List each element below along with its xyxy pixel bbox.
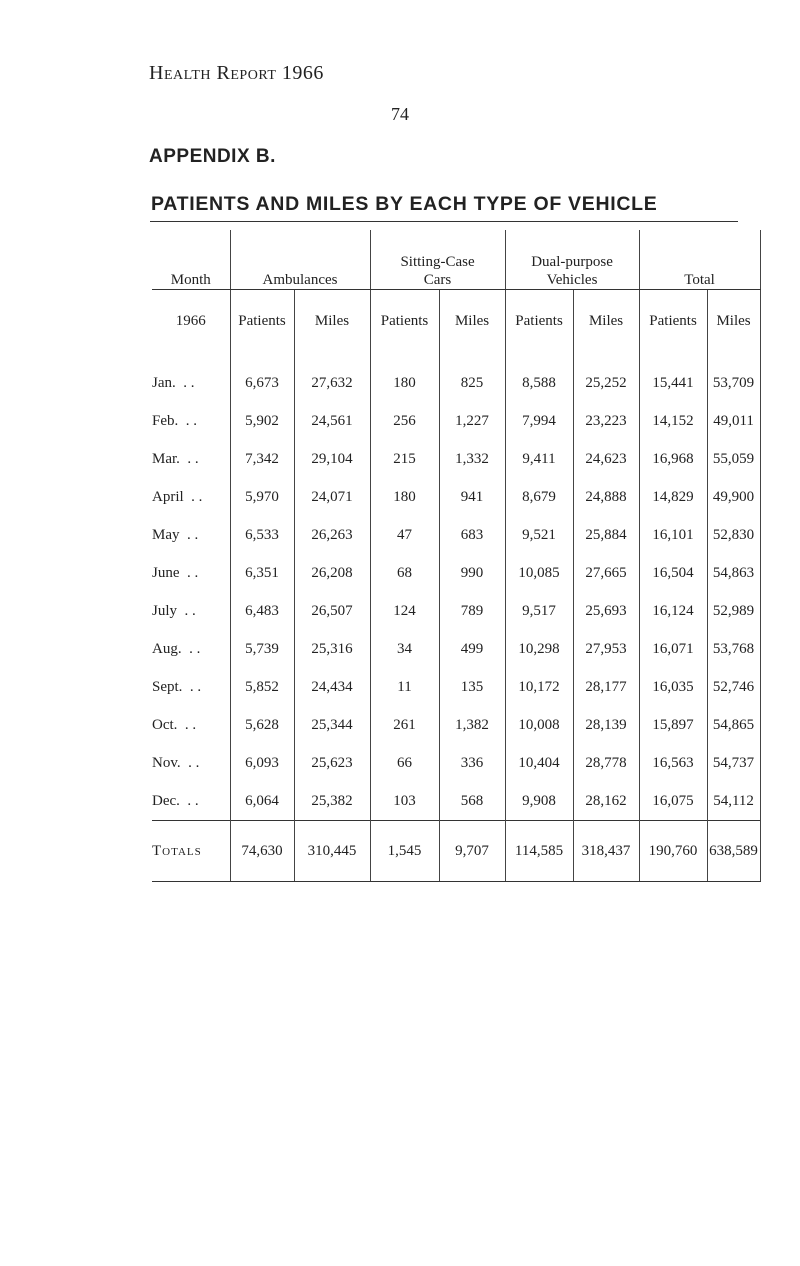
totals-cell: 114,585	[505, 821, 573, 882]
subheader-miles: Miles	[573, 290, 639, 353]
table-row	[152, 352, 760, 402]
table-cell: 9,517	[505, 592, 573, 630]
table-cell: 27,632	[294, 352, 370, 402]
table-cell: 1,332	[439, 440, 505, 478]
table-cell: 23,223	[573, 402, 639, 440]
totals-cell: 74,630	[230, 821, 294, 882]
table-cell: 180	[370, 352, 439, 402]
table-row	[152, 516, 760, 554]
subheader-miles: Miles	[439, 290, 505, 353]
table-cell: 16,075	[639, 782, 707, 821]
month-rows	[152, 352, 760, 821]
table-cell: 14,829	[639, 478, 707, 516]
month-cell: May . .	[152, 526, 199, 543]
table-cell: 25,693	[573, 592, 639, 630]
month-cell: Mar. . .	[152, 450, 199, 467]
table-cell: 25,884	[573, 516, 639, 554]
running-head-text: Health Report 1966	[149, 62, 324, 84]
month-cell: Nov. . .	[152, 754, 200, 771]
table-row	[152, 668, 760, 706]
totals-cell: 310,445	[294, 821, 370, 882]
table-cell: 14,152	[639, 402, 707, 440]
table-cell: 16,968	[639, 440, 707, 478]
table-cell: 10,085	[505, 554, 573, 592]
month-cell: Feb. . .	[152, 412, 197, 429]
table-cell: 103	[370, 782, 439, 821]
table-cell: 52,830	[707, 516, 760, 554]
table-cell: 24,561	[294, 402, 370, 440]
month-cell: Sept. . .	[152, 678, 202, 695]
table-cell: 8,679	[505, 478, 573, 516]
title-rule	[150, 221, 738, 222]
table-cell: 1,382	[439, 706, 505, 744]
month-cell: Jan. . .	[152, 374, 195, 391]
total-header: Total	[639, 230, 760, 290]
table-row	[152, 630, 760, 668]
table-cell: 5,628	[230, 706, 294, 744]
table-title: PATIENTS AND MILES BY EACH TYPE OF VEHICLE	[151, 193, 658, 215]
table-cell: 15,897	[639, 706, 707, 744]
table-cell: 5,739	[230, 630, 294, 668]
subheader-row	[152, 290, 760, 353]
month-cell: Dec. . .	[152, 792, 199, 809]
table-cell: 10,298	[505, 630, 573, 668]
table-cell: 6,064	[230, 782, 294, 821]
month-cell: April . .	[152, 488, 203, 505]
table-cell: 683	[439, 516, 505, 554]
table-cell: 215	[370, 440, 439, 478]
table-cell: 990	[439, 554, 505, 592]
table-cell: 15,441	[639, 352, 707, 402]
table-cell: 49,011	[707, 402, 760, 440]
table-cell: 24,623	[573, 440, 639, 478]
table-cell: 10,008	[505, 706, 573, 744]
table-cell: 66	[370, 744, 439, 782]
dual-purpose-line1: Dual-purpose	[531, 254, 613, 270]
table-cell: 53,768	[707, 630, 760, 668]
table-cell: 568	[439, 782, 505, 821]
table-row	[152, 440, 760, 478]
table-cell: 7,342	[230, 440, 294, 478]
sitting-case-cars-header	[370, 230, 505, 290]
table-cell: 6,673	[230, 352, 294, 402]
table-cell: 124	[370, 592, 439, 630]
table-cell: 54,865	[707, 706, 760, 744]
table-cell: 54,112	[707, 782, 760, 821]
table-cell: 336	[439, 744, 505, 782]
table-cell: 24,888	[573, 478, 639, 516]
page-number: 74	[391, 104, 409, 124]
subheader-miles: Miles	[294, 290, 370, 353]
table-cell: 26,263	[294, 516, 370, 554]
table-cell: 10,172	[505, 668, 573, 706]
table-cell: 16,071	[639, 630, 707, 668]
table-cell: 28,778	[573, 744, 639, 782]
table-cell: 789	[439, 592, 505, 630]
table-cell: 8,588	[505, 352, 573, 402]
table-cell: 34	[370, 630, 439, 668]
table-cell: 68	[370, 554, 439, 592]
totals-cell: 190,760	[639, 821, 707, 882]
table-cell: 9,411	[505, 440, 573, 478]
header-group-row	[152, 230, 760, 290]
subheader-patients: Patients	[230, 290, 294, 353]
totals-cell: 9,707	[439, 821, 505, 882]
year-subheader: 1966	[175, 312, 206, 329]
dual-purpose-vehicles-header	[505, 230, 639, 290]
month-cell: Oct. . .	[152, 716, 197, 733]
totals-cell: 1,545	[370, 821, 439, 882]
table-cell: 16,035	[639, 668, 707, 706]
table-cell: 135	[439, 668, 505, 706]
table-cell: 27,953	[573, 630, 639, 668]
month-cell: June . .	[152, 564, 199, 581]
table-cell: 9,521	[505, 516, 573, 554]
table-row	[152, 706, 760, 744]
subheader-patients: Patients	[505, 290, 573, 353]
table-cell: 25,382	[294, 782, 370, 821]
subheader-patients: Patients	[639, 290, 707, 353]
appendix-label: APPENDIX B.	[149, 146, 276, 167]
totals-label: Totals	[152, 821, 230, 882]
table-cell: 24,071	[294, 478, 370, 516]
table-cell: 29,104	[294, 440, 370, 478]
table-row	[152, 744, 760, 782]
totals-row	[152, 821, 760, 882]
table-cell: 499	[439, 630, 505, 668]
table-cell: 26,507	[294, 592, 370, 630]
table-cell: 6,351	[230, 554, 294, 592]
table-cell: 28,162	[573, 782, 639, 821]
table-row	[152, 478, 760, 516]
subheader-miles: Miles	[707, 290, 760, 353]
table-row	[152, 782, 760, 821]
table-cell: 16,124	[639, 592, 707, 630]
table-cell: 6,483	[230, 592, 294, 630]
sitting-case-line2: Cars	[423, 272, 452, 288]
subheader-patients: Patients	[370, 290, 439, 353]
table-row	[152, 402, 760, 440]
table-cell: 16,101	[639, 516, 707, 554]
table-cell: 6,093	[230, 744, 294, 782]
running-head	[149, 62, 324, 85]
table-cell: 6,533	[230, 516, 294, 554]
table-cell: 25,623	[294, 744, 370, 782]
table-cell: 5,970	[230, 478, 294, 516]
table-cell: 261	[370, 706, 439, 744]
table-cell: 55,059	[707, 440, 760, 478]
month-cell: Aug. . .	[152, 640, 201, 657]
table-cell: 16,504	[639, 554, 707, 592]
vehicle-table	[152, 230, 761, 882]
ambulances-header: Ambulances	[230, 230, 370, 290]
table-row	[152, 592, 760, 630]
table-cell: 52,989	[707, 592, 760, 630]
table-cell: 256	[370, 402, 439, 440]
table-cell: 1,227	[439, 402, 505, 440]
table-cell: 28,177	[573, 668, 639, 706]
table-cell: 47	[370, 516, 439, 554]
table-cell: 11	[370, 668, 439, 706]
table-cell: 26,208	[294, 554, 370, 592]
table-cell: 180	[370, 478, 439, 516]
totals-cell: 318,437	[573, 821, 639, 882]
totals-cell: 638,589	[707, 821, 760, 882]
table-cell: 9,908	[505, 782, 573, 821]
table-cell: 25,252	[573, 352, 639, 402]
table-cell: 27,665	[573, 554, 639, 592]
table-cell: 28,139	[573, 706, 639, 744]
table-cell: 5,852	[230, 668, 294, 706]
table-cell: 7,994	[505, 402, 573, 440]
table-row	[152, 554, 760, 592]
month-cell: July . .	[152, 602, 196, 619]
sitting-case-line1: Sitting-Case	[400, 254, 475, 270]
table-cell: 24,434	[294, 668, 370, 706]
table-cell: 16,563	[639, 744, 707, 782]
table-cell: 54,737	[707, 744, 760, 782]
dual-purpose-line2: Vehicles	[546, 272, 598, 288]
table-cell: 10,404	[505, 744, 573, 782]
table-cell: 52,746	[707, 668, 760, 706]
table-cell: 825	[439, 352, 505, 402]
table-cell: 941	[439, 478, 505, 516]
table-cell: 49,900	[707, 478, 760, 516]
table-cell: 54,863	[707, 554, 760, 592]
table-cell: 25,316	[294, 630, 370, 668]
table-cell: 5,902	[230, 402, 294, 440]
table-cell: 25,344	[294, 706, 370, 744]
month-header: Month	[152, 230, 230, 290]
table-cell: 53,709	[707, 352, 760, 402]
